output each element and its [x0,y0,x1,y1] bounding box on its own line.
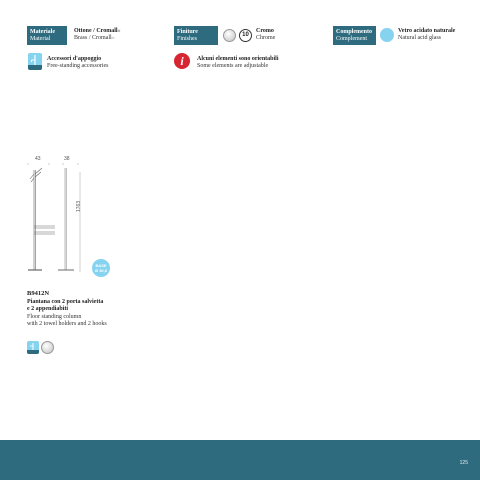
dim-depth: 38 [64,156,70,162]
material-tag-it: Materiale [30,29,55,35]
material-tag-en: Material [30,36,51,42]
note-adjustable-title: Alcuni elementi sono orientabili [197,56,279,62]
product-name-en-1: Floor standing column [27,313,82,320]
note-adjustable [197,56,279,70]
complement-tag [333,26,376,45]
glass-swatch-icon [380,28,394,42]
note-freestanding [47,56,108,70]
floor-stand-icon [28,53,42,70]
base-badge [92,259,110,277]
finish-tag-en: Finishes [177,36,198,42]
finish-code-icon [239,29,252,42]
product-code: B9412N [27,290,50,297]
product-name-en-2: with 2 towel holders and 2 hooks [27,321,107,327]
info-icon: i [174,53,190,69]
note-freestanding-subtitle: Free-standing accessories [47,63,109,69]
note-adjustable-subtitle: Some elements are adjustable [197,63,269,69]
complement-value [398,28,455,42]
page-number: 125 [459,460,468,466]
finish-tag [174,26,218,45]
material-value-en: Brass / Cromall [74,35,112,41]
footer-bar [0,440,480,480]
finish-code-label: 10 [242,32,249,38]
complement-value-en: Natural acid glass [398,35,441,41]
note-freestanding-title: Accessori d'appoggio [47,56,102,62]
complement-tag-en: Complement [336,36,367,42]
base-badge-label: BASE [95,263,107,268]
product-freestanding-icon [27,341,39,354]
product-info [27,290,107,329]
chrome-swatch-icon [223,29,236,42]
dim-width: 43 [35,156,41,162]
material-value: Ottone / Cromall® Brass / Cromall® [74,28,121,41]
product-drawing [20,160,90,285]
finish-tag-it: Finiture [177,29,198,35]
base-badge-size: Ø 30,8 [94,268,107,273]
finish-value [256,28,275,42]
complement-tag-it: Complemento [336,29,372,35]
material-tag [27,26,67,45]
material-value-it: Ottone / Cromall [74,28,118,34]
finish-value-it: Cromo [256,28,274,34]
complement-value-it: Vetro acidato naturale [398,28,456,34]
product-name-it-2: e 2 appendiabiti [27,306,69,312]
product-name-it-1: Piantana con 2 porta salvietta [27,298,104,305]
dim-height: 1763 [76,200,82,212]
product-chrome-swatch-icon [41,341,54,354]
finish-value-en: Chrome [256,35,276,41]
